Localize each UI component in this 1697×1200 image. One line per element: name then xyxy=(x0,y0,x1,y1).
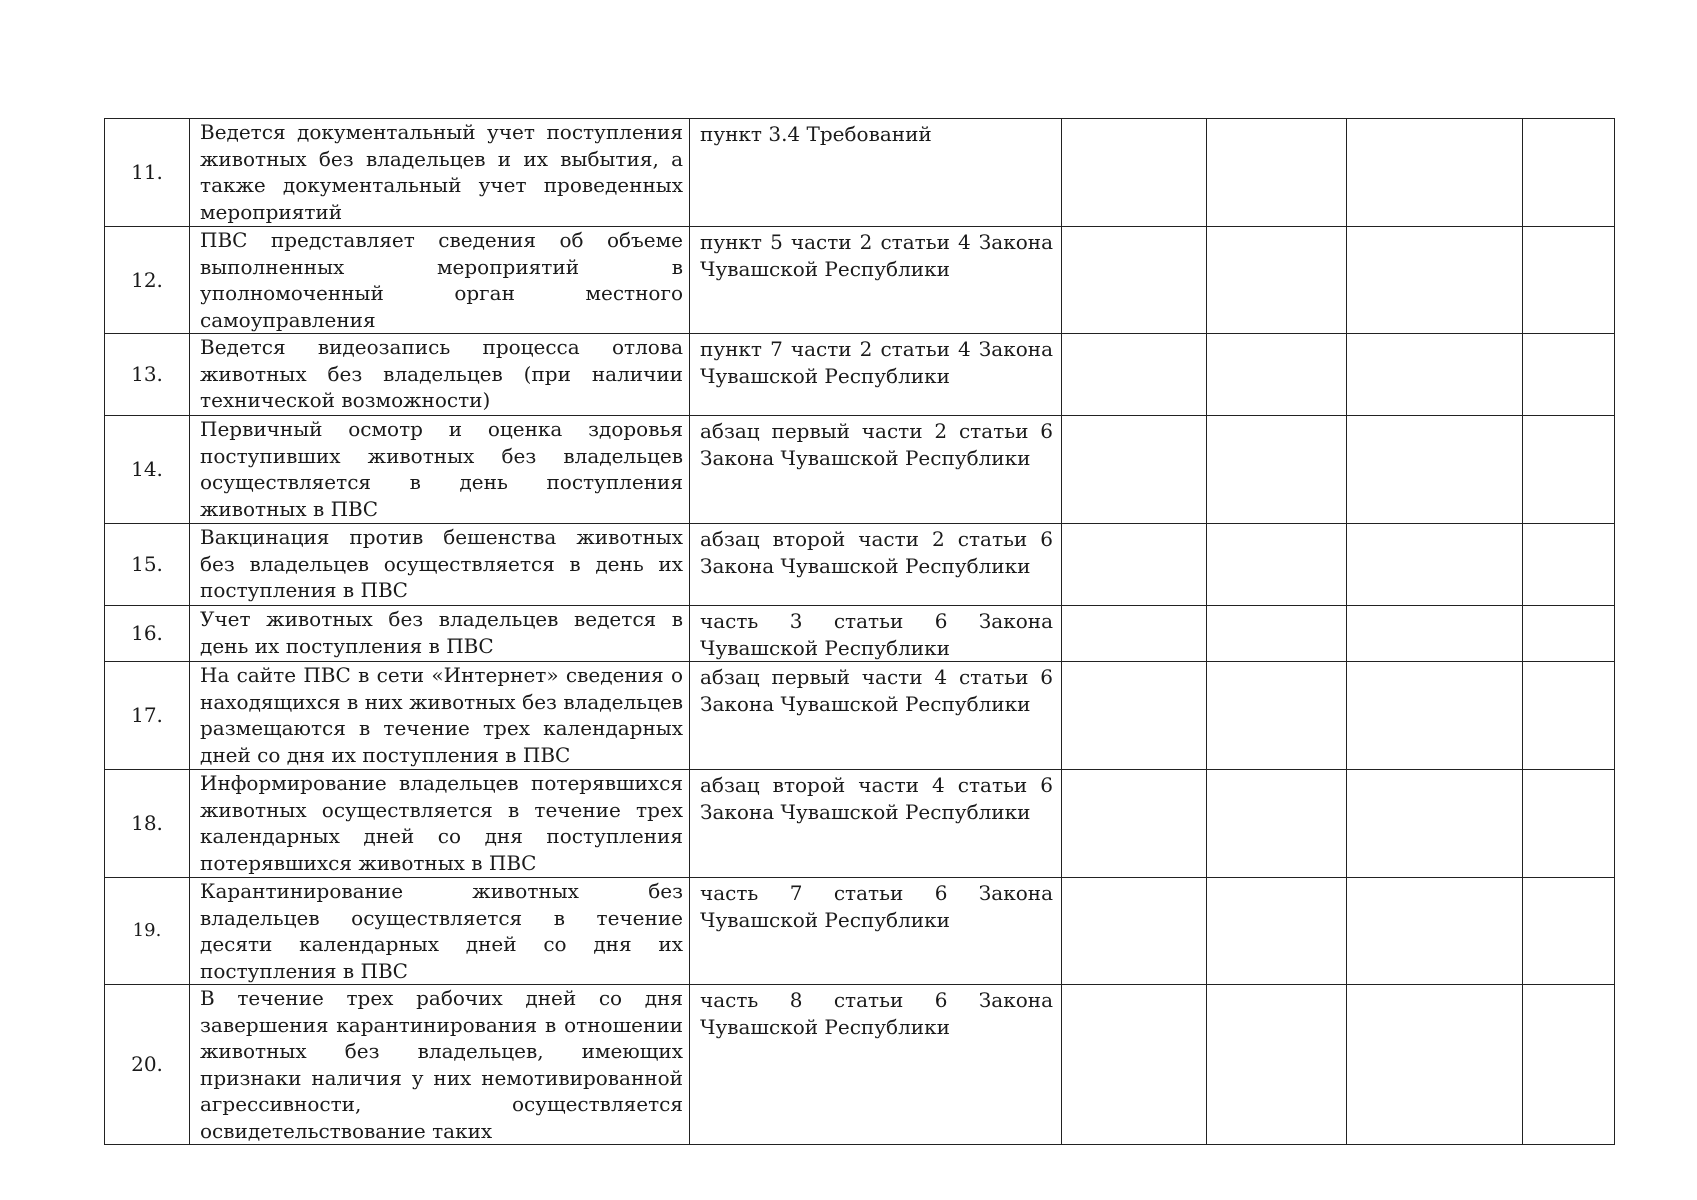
requirement-text: ПВС представляет сведения об объеме выполненных мероприятий в уполномоченный орган местного самоуправления xyxy=(190,227,690,334)
empty-cell xyxy=(1062,334,1207,416)
requirement-text: Карантинирование животных без владельцев осуществляется в течение десяти календарных дней со дня их поступления в ПВС xyxy=(190,878,690,985)
empty-cell xyxy=(1207,524,1347,606)
checklist-table xyxy=(104,118,1615,1145)
row-number: 19. xyxy=(105,878,190,985)
empty-cell xyxy=(1347,119,1523,227)
empty-cell xyxy=(1347,662,1523,770)
row-number: 13. xyxy=(105,334,190,416)
table-row xyxy=(105,227,1615,334)
table-row xyxy=(105,662,1615,770)
empty-cell xyxy=(1523,878,1615,985)
empty-cell xyxy=(1523,662,1615,770)
table-row xyxy=(105,985,1615,1145)
empty-cell xyxy=(1347,524,1523,606)
empty-cell xyxy=(1523,227,1615,334)
legal-reference: абзац первый части 4 статьи 6 Закона Чувашской Республики xyxy=(690,662,1062,770)
empty-cell xyxy=(1347,606,1523,662)
empty-cell xyxy=(1523,770,1615,878)
row-number: 16. xyxy=(105,606,190,662)
requirement-text: Первичный осмотр и оценка здоровья поступивших животных без владельцев осуществляется в день поступления животных в ПВС xyxy=(190,416,690,524)
legal-reference: абзац первый части 2 статьи 6 Закона Чувашской Республики xyxy=(690,416,1062,524)
empty-cell xyxy=(1062,606,1207,662)
empty-cell xyxy=(1347,770,1523,878)
empty-cell xyxy=(1347,985,1523,1145)
empty-cell xyxy=(1207,770,1347,878)
row-number: 15. xyxy=(105,524,190,606)
table-row xyxy=(105,416,1615,524)
legal-reference: пункт 5 части 2 статьи 4 Закона Чувашской Республики xyxy=(690,227,1062,334)
legal-reference: абзац второй части 2 статьи 6 Закона Чувашской Республики xyxy=(690,524,1062,606)
row-number: 20. xyxy=(105,985,190,1145)
row-number: 11. xyxy=(105,119,190,227)
requirement-text: На сайте ПВС в сети «Интернет» сведения о находящихся в них животных без владельцев размещаются в течение трех календарных дней со дня их поступления в ПВС xyxy=(190,662,690,770)
legal-reference: часть 8 статьи 6 Закона Чувашской Республики xyxy=(690,985,1062,1145)
empty-cell xyxy=(1207,985,1347,1145)
empty-cell xyxy=(1523,606,1615,662)
requirement-text: Учет животных без владельцев ведется в день их поступления в ПВС xyxy=(190,606,690,662)
table-row xyxy=(105,878,1615,985)
legal-reference: абзац второй части 4 статьи 6 Закона Чувашской Республики xyxy=(690,770,1062,878)
row-number: 17. xyxy=(105,662,190,770)
empty-cell xyxy=(1062,662,1207,770)
empty-cell xyxy=(1062,119,1207,227)
empty-cell xyxy=(1523,985,1615,1145)
legal-reference: часть 7 статьи 6 Закона Чувашской Республики xyxy=(690,878,1062,985)
requirement-text: Вакцинация против бешенства животных без владельцев осуществляется в день их поступления в ПВС xyxy=(190,524,690,606)
requirement-text: Ведется документальный учет поступления животных без владельцев и их выбытия, а также документальный учет проведенных мероприятий xyxy=(190,119,690,227)
table-row xyxy=(105,770,1615,878)
empty-cell xyxy=(1207,878,1347,985)
empty-cell xyxy=(1347,334,1523,416)
empty-cell xyxy=(1523,524,1615,606)
row-number: 18. xyxy=(105,770,190,878)
empty-cell xyxy=(1062,985,1207,1145)
empty-cell xyxy=(1207,119,1347,227)
empty-cell xyxy=(1207,227,1347,334)
requirement-text: Ведется видеозапись процесса отлова животных без владельцев (при наличии технической возможности) xyxy=(190,334,690,416)
table-row xyxy=(105,119,1615,227)
empty-cell xyxy=(1062,227,1207,334)
table-row xyxy=(105,334,1615,416)
table-row xyxy=(105,606,1615,662)
empty-cell xyxy=(1347,227,1523,334)
legal-reference: пункт 7 части 2 статьи 4 Закона Чувашской Республики xyxy=(690,334,1062,416)
empty-cell xyxy=(1347,416,1523,524)
empty-cell xyxy=(1207,416,1347,524)
row-number: 14. xyxy=(105,416,190,524)
empty-cell xyxy=(1062,878,1207,985)
empty-cell xyxy=(1523,416,1615,524)
table-row xyxy=(105,524,1615,606)
requirement-text: Информирование владельцев потерявшихся животных осуществляется в течение трех календарных дней со дня поступления потерявшихся животных в ПВС xyxy=(190,770,690,878)
empty-cell xyxy=(1523,119,1615,227)
empty-cell xyxy=(1207,334,1347,416)
legal-reference: часть 3 статьи 6 Закона Чувашской Республики xyxy=(690,606,1062,662)
empty-cell xyxy=(1062,416,1207,524)
empty-cell xyxy=(1523,334,1615,416)
empty-cell xyxy=(1207,662,1347,770)
empty-cell xyxy=(1347,878,1523,985)
legal-reference: пункт 3.4 Требований xyxy=(690,119,1062,227)
checklist-table-body xyxy=(105,119,1615,1145)
row-number: 12. xyxy=(105,227,190,334)
empty-cell xyxy=(1062,524,1207,606)
requirement-text: В течение трех рабочих дней со дня завершения карантинирования в отношении животных без владельцев, имеющих признаки наличия у них немотивированной агрессивности, осуществляется освидетельствование таких xyxy=(190,985,690,1145)
empty-cell xyxy=(1062,770,1207,878)
empty-cell xyxy=(1207,606,1347,662)
